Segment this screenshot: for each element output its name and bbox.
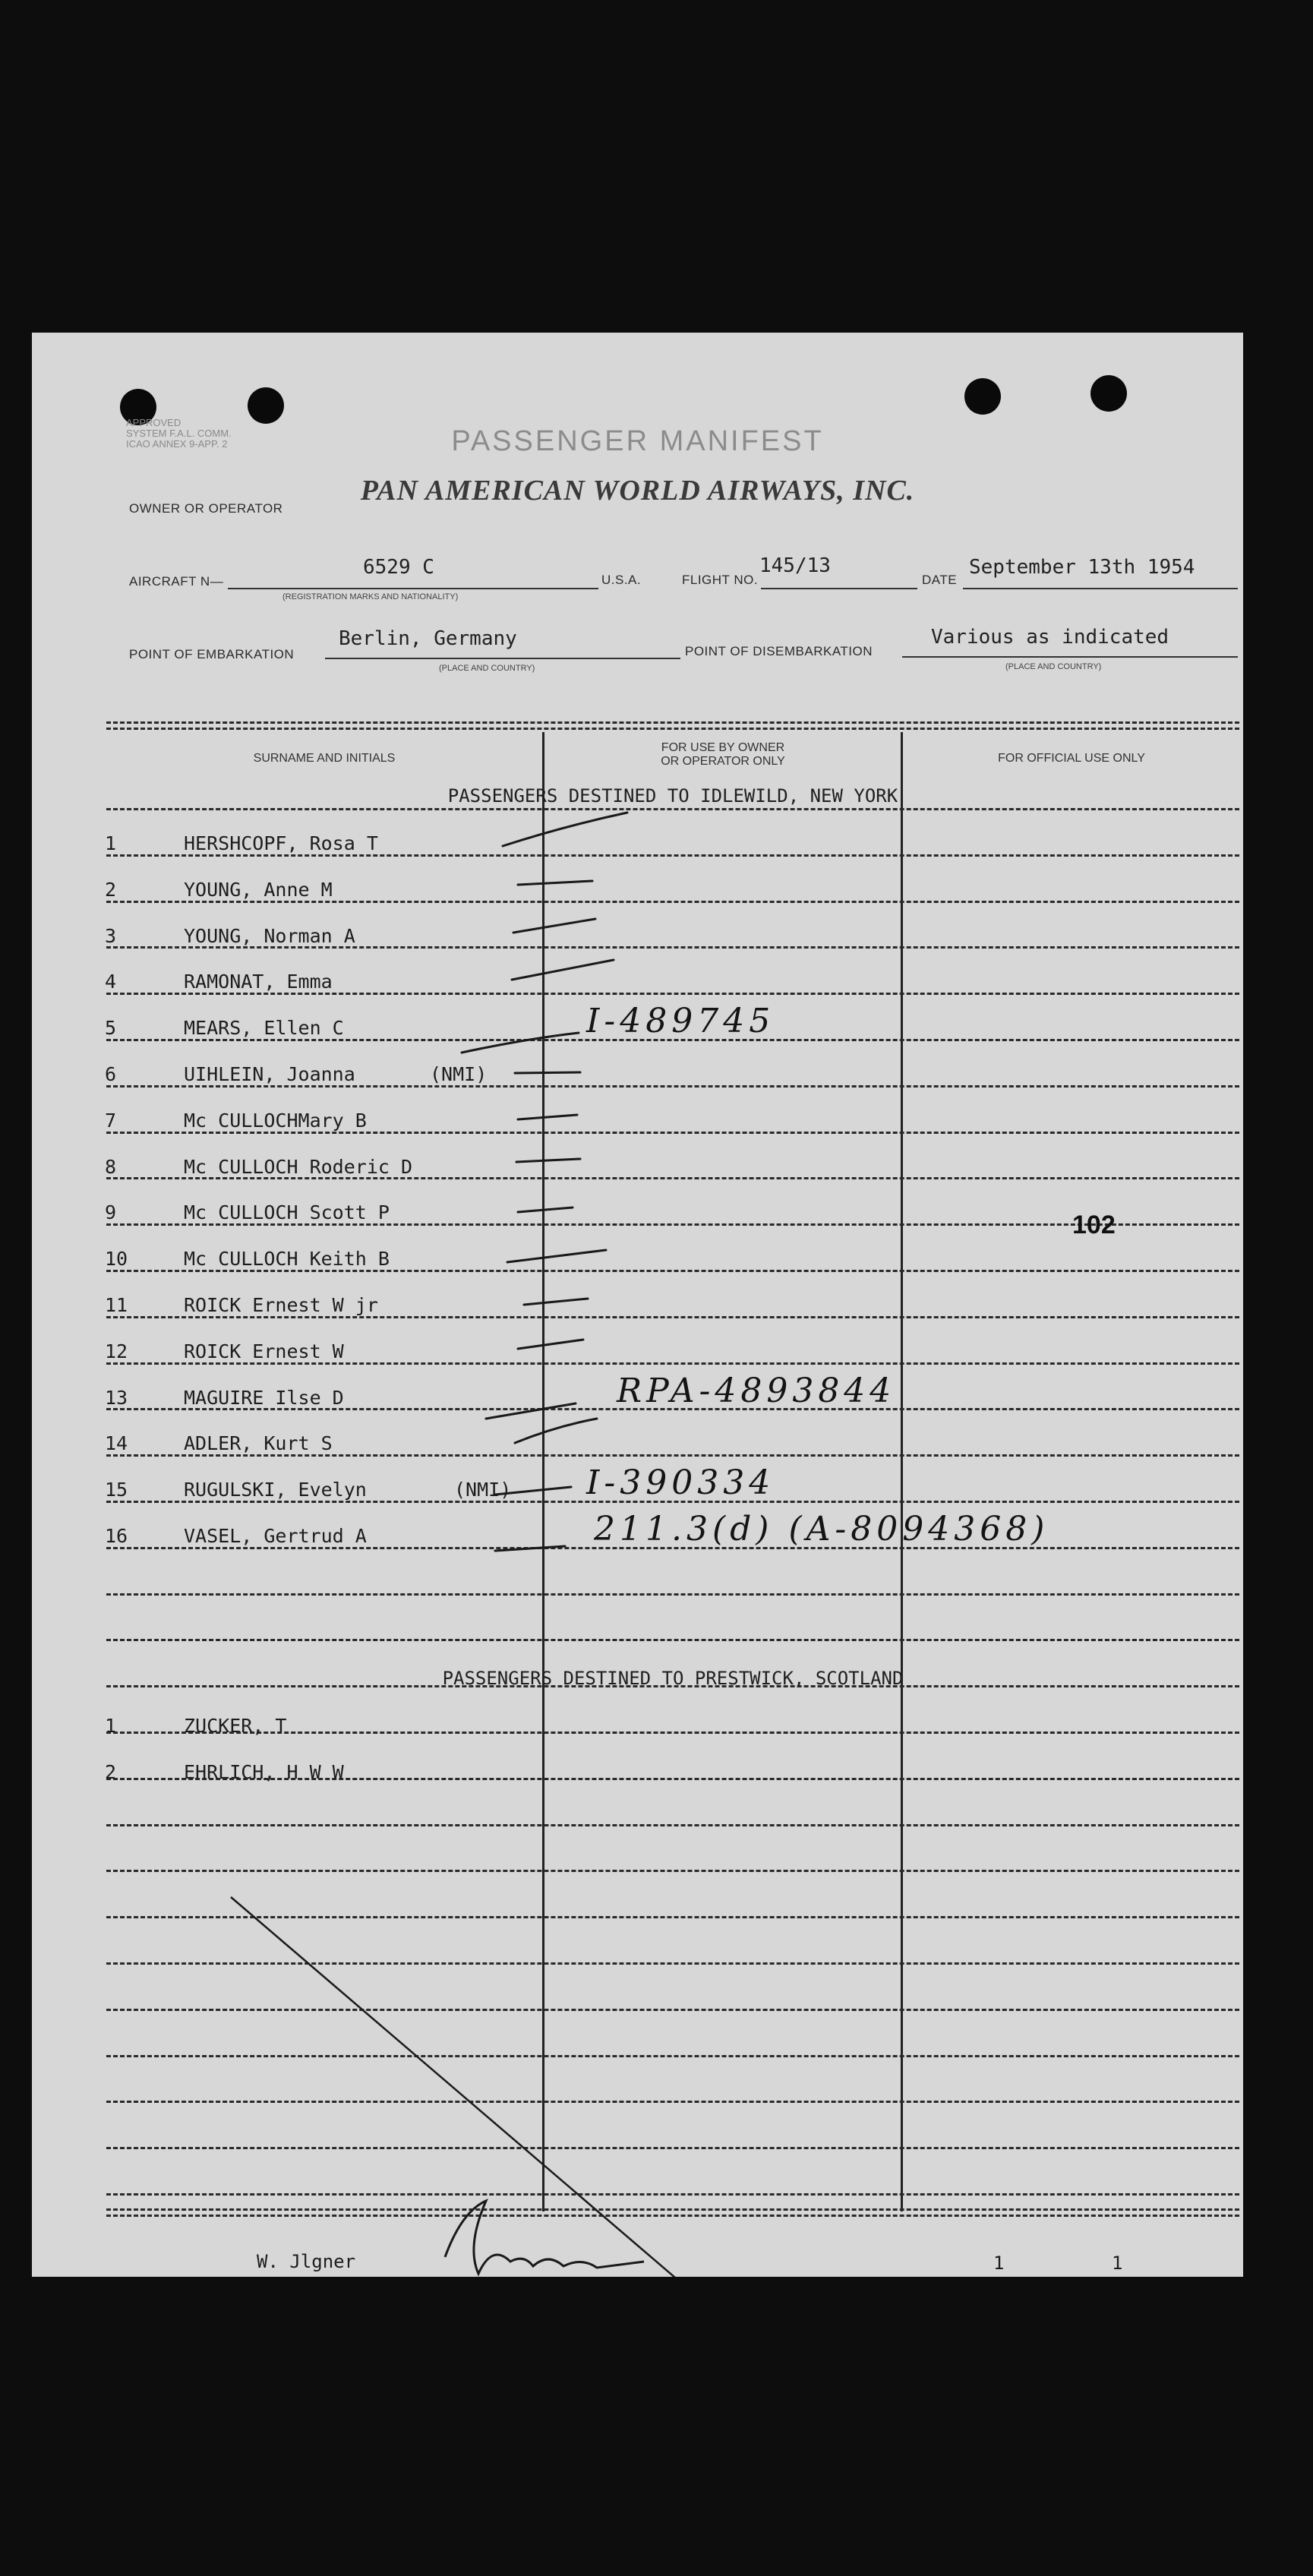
disembarkation-sublabel: (PLACE AND COUNTRY) [1005,662,1102,671]
passenger-number: 16 [105,1525,128,1547]
passenger-number: 13 [105,1386,128,1409]
passenger-name: YOUNG, Norman A [184,924,355,947]
airline-name: PAN AMERICAN WORLD AIRWAYS, INC. [360,475,915,507]
passenger-name: Mc CULLOCHMary B [184,1109,367,1132]
passenger-name: ADLER, Kurt S [184,1432,333,1455]
passenger-name: MAGUIRE Ilse D [184,1386,344,1409]
handwritten-annotation: RPA-4893844 [617,1371,896,1410]
page-number: 1 [993,2252,1005,2274]
section-heading-prestwick: PASSENGERS DESTINED TO PRESTWICK, SCOTLAND [442,1668,904,1689]
passenger-number: 1 [105,1715,117,1737]
aircraft-value: 6529 C [363,556,434,579]
check-marks [462,813,627,1551]
handwritten-annotation: I-390334 [586,1463,775,1503]
passenger-name: Mc CULLOCH Keith B [184,1248,390,1271]
aircraft-label: AIRCRAFT N— [129,574,224,589]
usa-label: U.S.A. [601,573,642,587]
passenger-nmi-note: (NMI) [454,1479,512,1501]
date-value: September 13th 1954 [969,556,1195,579]
disembarkation-value: Various as indicated [931,626,1169,649]
column-header-owner-use: FOR USE BY OWNER OR OPERATOR ONLY [661,741,785,768]
official-number: 102 [1072,1211,1116,1239]
passenger-number: 11 [105,1294,128,1316]
passenger-name: Mc CULLOCH Roderic D [184,1155,413,1178]
passenger-number: 2 [105,1760,117,1783]
handwritten-annotation: 211.3(d) (A-8094368) [594,1510,1049,1548]
passenger-name: EHRLICH, H W W [184,1760,344,1783]
flight-value: 145/13 [759,554,831,577]
passenger-number: 6 [105,1063,117,1085]
handwritten-annotation: I-489745 [586,1002,775,1041]
aircraft-sublabel: (REGISTRATION MARKS AND NATIONALITY) [282,592,459,601]
signer-name: W. Jlgner [257,2251,356,2272]
passenger-number: 5 [105,1017,117,1040]
passenger-name: RUGULSKI, Evelyn [184,1479,367,1501]
approval-stamp: APPROVED SYSTEM F.A.L. COMM. ICAO ANNEX 9-APP. 2 [126,417,232,450]
passenger-name: ROICK Ernest W jr [184,1294,378,1316]
passenger-name: ROICK Ernest W [184,1340,344,1362]
handwritten-signature [445,2201,644,2274]
passenger-number: 2 [105,878,117,901]
flight-label: FLIGHT NO. [682,573,759,587]
passenger-number: 9 [105,1201,117,1224]
passenger-number: 15 [105,1479,128,1501]
passenger-name: UIHLEIN, Joanna [184,1063,355,1085]
embarkation-sublabel: (PLACE AND COUNTRY) [439,664,535,673]
passenger-number: 14 [105,1432,128,1455]
section-heading-new-york: PASSENGERS DESTINED TO IDLEWILD, NEW YORK [447,785,898,807]
date-label: DATE [922,573,958,587]
embarkation-value: Berlin, Germany [339,627,517,650]
passenger-name: RAMONAT, Emma [184,971,333,993]
passenger-name: MEARS, Ellen C [184,1017,344,1040]
pen-marks [32,333,1243,2277]
passenger-name: ZUCKER, T [184,1715,287,1737]
passenger-number: 10 [105,1248,128,1271]
manifest-sheet [32,333,1243,2277]
passenger-nmi-note: (NMI) [430,1063,488,1085]
page-total: 1 [1112,2252,1123,2274]
cancellation-line [231,1897,972,2277]
passenger-number: 12 [105,1340,128,1362]
embarkation-label: POINT OF EMBARKATION [129,647,295,661]
owner-label: OWNER OR OPERATOR [129,501,283,516]
column-header-surname: SURNAME AND INITIALS [253,752,396,765]
passenger-number: 1 [105,832,117,854]
passenger-name: VASEL, Gertrud A [184,1525,367,1547]
passenger-number: 7 [105,1109,117,1132]
passenger-name: Mc CULLOCH Scott P [184,1201,390,1224]
passenger-name: YOUNG, Anne M [184,878,333,901]
passenger-number: 4 [105,971,117,993]
disembarkation-label: POINT OF DISEMBARKATION [685,644,873,658]
column-header-official-use: FOR OFFICIAL USE ONLY [998,752,1145,765]
passenger-number: 8 [105,1155,117,1178]
passenger-number: 3 [105,924,117,947]
passenger-name: HERSHCOPF, Rosa T [184,832,378,854]
document-title: PASSENGER MANIFEST [451,425,824,457]
